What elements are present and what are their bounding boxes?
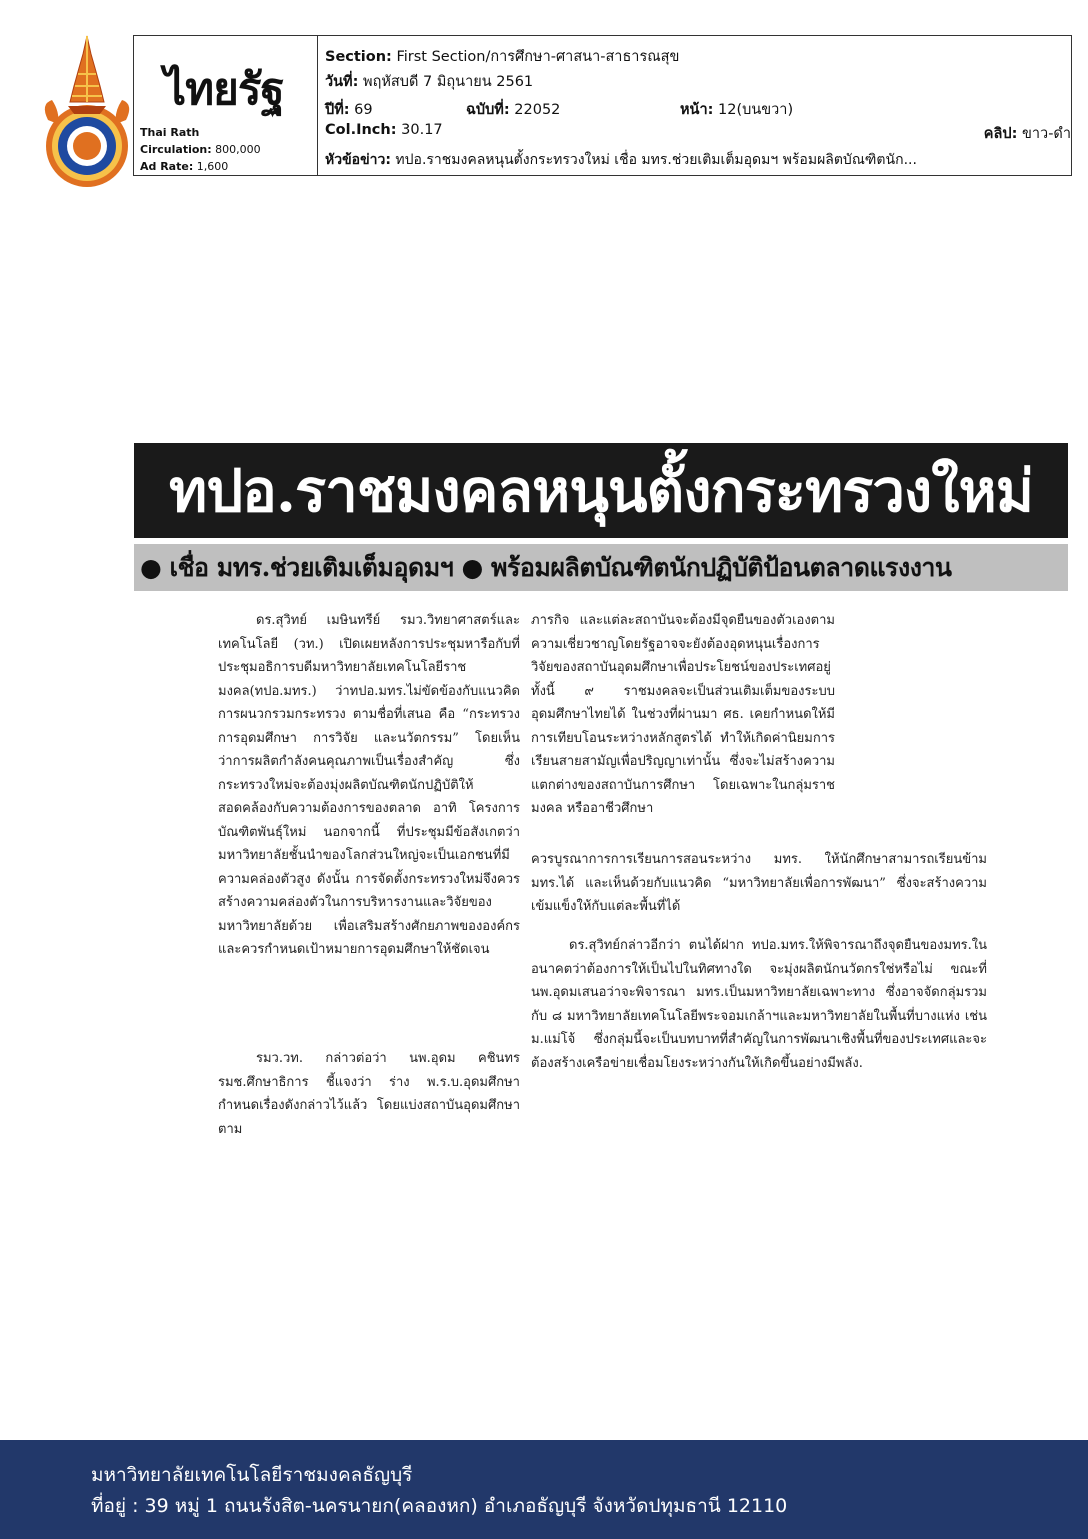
colinch-row [325,122,1071,142]
article-paragraph-1: ดร.สุวิทย์ เมษินทรีย์ รมว.วิทยาศาสตร์และเทคโนโลยี (วท.) เปิดเผยหลังการประชุมหารือกับที่ประชุมอธิการบดีมหาวิทยาลัยเทคโนโลยีราชมงคล(ทปอ.มทร.) ว่าทปอ.มทร.ไม่ขัดข้องกับแนวคิดการผนวกรวมกระทรวง ตามชื่อที่เสนอ คือ “กระทรวงการอุดมศึกษา การวิจัย และนวัตกรรม” โดยเห็นว่าการผลิตกำลังคนคุณภาพเป็นเรื่องสำคัญ ซึ่งกระทรวงใหม่จะต้องมุ่งผลิตบัณฑิตนักปฏิบัติให้สอดคล้องกับความต้องการของตลาด อาทิ โครงการบัณฑิตพันธุ์ใหม่ นอกจากนี้ ที่ประชุมมีข้อสังเกตว่ามหาวิทยาลัยชั้นนำของโลกส่วนใหญ่จะเป็นเอกชนที่มีความคล่องตัวสูง ดังนั้น การจัดตั้งกระทรวงใหม่จึงควรสร้างความคล่องตัวในการบริหารงานและวิจัยของมหาวิทยาลัยด้วย เพื่อเสริมสร้างศักยภาพขององค์กร และควรกำหนดเป้าหมายการอุดมศึกษาให้ชัดเจน [218,613,520,957]
footer-address: ที่อยู่ : 39 หมู่ 1 ถนนรังสิต-นครนายก(คลองหก) อำเภอธัญบุรี จังหวัดปทุมธานี 12110 [91,1495,788,1517]
clip-label: คลิป: [983,126,1018,142]
footer-bar [0,1440,1088,1539]
section-value: First Section/การศึกษา-ศาสนา-สาธารณสุข [396,49,680,65]
clip-value: ขาว-ดำ [1022,126,1071,142]
clipping-info-box [133,35,1072,176]
headline-label: หัวข้อข่าว: [325,152,391,168]
page-value: 12(บนขวา) [718,102,794,118]
publication-meta [140,124,261,175]
section-label: Section: [325,49,392,65]
article-paragraph-3: ภารกิจ และแต่ละสถาบันจะต้องมีจุดยืนของตัวเองตามความเชี่ยวชาญโดยรัฐอาจจะยังต้องอุดหนุนเรื่องการวิจัยของสถาบันอุดมศึกษาเพื่อประโยชน์ของประเทศอยู่ ทั้งนี้ ๙ ราชมงคลจะเป็นส่วนเติมเต็มของระบบอุดมศึกษาไทยได้ ในช่วงที่ผ่านมา ศธ. เคยกำหนดให้มีการเทียบโอนระหว่างหลักสูตรได้ ทำให้เกิดค่านิยมการเรียนสายสามัญเพื่อปริญญาเท่านั้น ซึ่งจะไม่สร้างความแตกต่างของสถาบันการศึกษา โดยเฉพาะในกลุ่มราชมงคล หรืออาชีวศึกษา [531,613,835,816]
issue-label: ฉบับที่: [466,102,510,118]
year-value: 69 [354,102,373,118]
article-paragraph-2: รมว.วท. กล่าวต่อว่า นพ.อุดม คชินทร รมช.ศึกษาธิการ ชี้แจงว่า ร่าง พ.ร.บ.อุดมศึกษา กำหนดเรื่องดังกล่าวไว้แล้ว โดยแบ่งสถาบันอุดมศึกษาตาม [218,1051,520,1137]
page-label: หน้า: [680,102,714,118]
headline-row [325,149,917,171]
circulation-value: 800,000 [215,143,261,156]
circulation-label: Circulation: [140,143,212,156]
date-value: พฤหัสบดี 7 มิถุนายน 2561 [363,74,534,90]
ad-rate-label: Ad Rate: [140,160,194,173]
publication-cell [134,36,318,175]
article-subheadline: ● เชื่อ มทร.ช่วยเติมเต็มอุดมฯ ● พร้อมผลิตบัณฑิตนักปฏิบัติป้อนตลาดแรงงาน [134,544,1068,591]
section-row [325,45,679,68]
issue-value: 22052 [514,102,561,118]
ad-rate-value: 1,600 [196,160,229,173]
info-cell [325,36,1071,175]
colinch-value: 30.17 [401,122,443,138]
publication-name: ไทยรัฐ [164,64,284,115]
issue-row [325,98,1025,121]
publication-name-en: Thai Rath [140,126,200,139]
date-label: วันที่: [325,74,359,90]
article-headline: ทปอ.ราชมงคลหนุนตั้งกระทรวงใหม่ [134,443,1068,538]
year-label: ปีที่: [325,102,350,118]
footer-university-name: มหาวิทยาลัยเทคโนโลยีราชมงคลธัญบุรี [91,1464,413,1486]
article-paragraph-5: ดร.สุวิทย์กล่าวอีกว่า ตนได้ฝาก ทปอ.มทร.ให้พิจารณาถึงจุดยืนของมทร.ในอนาคตว่าต้องการให้เป็นไปในทิศทางใด จะมุ่งผลิตนักนวัตกรใช่หรือไม่ ขณะที่ นพ.อุดมเสนอว่าจะพิจารณา มทร.เป็นมหาวิทยาลัยเฉพาะทาง ซึ่งอาจจัดกลุ่มรวมกับ ๘ มหาวิทยาลัยเทคโนโลยีพระจอมเกล้าฯและมหาวิทยาลัยในพื้นที่บางแห่ง เช่น ม.แม่โจ้ ซึ่งกลุ่มนี้จะเป็นบทบาทที่สำคัญในการพัฒนาเชิงพื้นที่ของประเทศและจะต้องสร้างเครือข่ายเชื่อมโยงระหว่างกันให้เกิดขึ้นอย่างมีพลัง. [531,938,987,1071]
date-row [325,70,533,93]
article-paragraph-4: ควรบูรณาการการเรียนการสอนระหว่าง มทร. ให้นักศึกษาสามารถเรียนข้าม มทร.ได้ และเห็นด้วยกับแนวคิด “มหาวิทยาลัยเพื่อการพัฒนา” ซึ่งจะสร้างความเข้มแข็งให้กับแต่ละพื้นที่ได้ [531,852,987,914]
headline-value: ทปอ.ราชมงคลหนุนตั้งกระทรวงใหม่ เชื่อ มทร.ช่วยเติมเต็มอุดมฯ พร้อมผลิตบัณฑิตนัก... [395,152,917,168]
university-logo [38,34,136,189]
colinch-label: Col.Inch: [325,122,397,138]
